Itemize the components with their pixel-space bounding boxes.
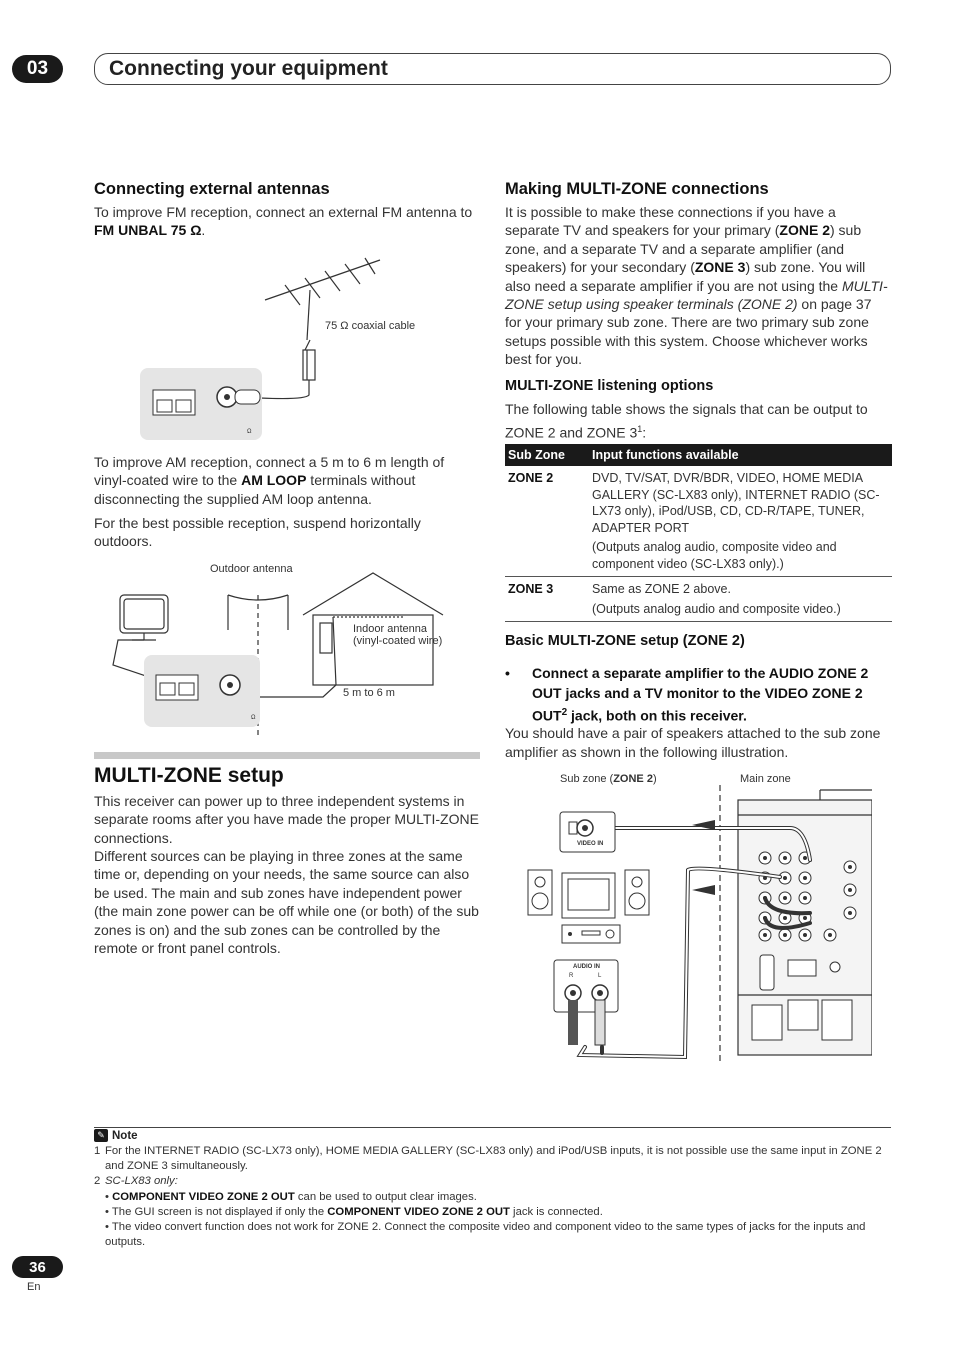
zone2-wiring-illustration bbox=[520, 785, 872, 1065]
chapter-title: Connecting your equipment bbox=[94, 53, 891, 85]
audio-in-label: AUDIO IN bbox=[573, 964, 600, 970]
outdoor-antenna-caption: Outdoor antenna bbox=[210, 563, 293, 575]
wire-length-caption: 5 m to 6 m bbox=[343, 687, 395, 699]
audio-l-label: L bbox=[598, 973, 602, 979]
note-2: 2 SC-LX83 only: bbox=[94, 1175, 178, 1188]
table-row bbox=[505, 466, 892, 577]
pencil-icon: ✎ bbox=[94, 1129, 108, 1142]
table-header-cell: Sub Zone bbox=[505, 444, 589, 466]
coax-caption: 75 Ω coaxial cable bbox=[325, 320, 416, 332]
fm-antenna-illustration bbox=[135, 250, 445, 445]
audio-r-label: R bbox=[569, 973, 574, 979]
page-number: 36 bbox=[12, 1256, 63, 1278]
basic-setup-description: You should have a pair of speakers attached to the sub zone amplifier as shown in the following illustration. bbox=[505, 725, 881, 760]
zone-cell: ZONE 2 bbox=[505, 466, 589, 577]
sub-zone-caption: Sub zone (ZONE 2) bbox=[560, 773, 657, 785]
main-zone-caption: Main zone bbox=[740, 773, 791, 785]
am-paragraph: To improve AM reception, connect a 5 m to 6 m length of vinyl-coated wire to the AM LOOP terminals without disconnecting the supplied AM loop antenna. bbox=[94, 454, 445, 507]
language-code: En bbox=[27, 1281, 41, 1293]
best-reception-paragraph: For the best possible reception, suspend horizontally outdoors. bbox=[94, 515, 421, 550]
connections-heading: Making MULTI-ZONE connections bbox=[505, 180, 769, 198]
fm-paragraph: To improve FM reception, connect an external FM antenna to FM UNBAL 75 Ω. bbox=[94, 204, 473, 239]
multizone-setup-para1: This receiver can power up to three independent systems in separate rooms after you have made the proper MULTI-ZONE connections. bbox=[94, 793, 479, 846]
table-row bbox=[505, 577, 892, 622]
multizone-setup-heading: MULTI-ZONE setup bbox=[94, 764, 284, 787]
basic-setup-heading: Basic MULTI-ZONE setup (ZONE 2) bbox=[505, 633, 745, 649]
section-divider bbox=[94, 752, 480, 759]
svg-text:Ω: Ω bbox=[247, 429, 252, 435]
antennas-heading: Connecting external antennas bbox=[94, 180, 330, 198]
notes-rule bbox=[94, 1127, 891, 1128]
svg-text:Ω: Ω bbox=[251, 715, 256, 721]
functions-cell: Same as ZONE 2 above. (Outputs analog audio and composite video.) bbox=[589, 577, 892, 622]
video-in-label: VIDEO IN bbox=[577, 841, 604, 847]
listening-intro: The following table shows the signals that can be output to ZONE 2 and ZONE $3^1$: bbox=[505, 401, 868, 441]
functions-cell: DVD, TV/SAT, DVR/BDR, VIDEO, HOME MEDIA GALLERY (SC-LX83 only), INTERNET RADIO (SC-LX73 only), iPod/USB, CD, CD-R/TAPE, TUNER, ADAPTER PORT (Outputs analog audio, composite video and component video (SC-LX83 only).) bbox=[589, 466, 892, 577]
chapter-number-badge: 03 bbox=[12, 55, 63, 83]
zone-cell: ZONE 3 bbox=[505, 577, 589, 622]
listening-heading: MULTI-ZONE listening options bbox=[505, 378, 714, 394]
multizone-setup-para2: Different sources can be playing in three zones at the same time or, depending on your needs, the same source can also be used. The main and sub zones have independent power (the main zone power can be off while one (or both) of the sub zones is on) and the sub zones can be controlled by the remote or front panel controls. bbox=[94, 848, 479, 957]
am-antenna-illustration bbox=[108, 565, 458, 735]
zone-signals-table bbox=[505, 444, 892, 622]
connections-paragraph: It is possible to make these connections if you have a separate TV and speakers for your primary (ZONE 2) sub zone, and a separate TV and a separate amplifier (and speakers) for your secondary (ZONE 3) sub zone. You will also need a separate amplifier if you are not using the MULTI-ZONE setup using speaker terminals (ZONE 2) on page 37 for your primary sub zone. There are two primary sub zone setups possible with this system. Choose whichever works best for you. bbox=[505, 204, 888, 368]
notes-section bbox=[94, 1129, 891, 1250]
note-2-bullet-2: • The GUI screen is not displayed if only the COMPONENT VIDEO ZONE 2 OUT jack is connected. bbox=[105, 1205, 603, 1218]
note-1: 1 For the INTERNET RADIO (SC-LX73 only), HOME MEDIA GALLERY (SC-LX83 only) and iPod/USB inputs, it is not possible use the same input in ZONE 2 and ZONE 3 simultaneously. bbox=[94, 1145, 882, 1173]
notes-title: Note bbox=[112, 1129, 138, 1142]
table-header-row bbox=[505, 444, 892, 466]
indoor-antenna-caption: Indoor antenna (vinyl-coated wire) bbox=[353, 623, 443, 647]
note-2-bullet-1: • COMPONENT VIDEO ZONE 2 OUT can be used to output clear images. bbox=[105, 1190, 477, 1203]
basic-setup-bullet: • Connect a separate amplifier to the AUDIO ZONE 2 OUT jacks and a TV monitor to the VIDEO ZONE 2 OUT$^2$ jack, both on this receiver. bbox=[505, 665, 869, 724]
table-header-cell: Input functions available bbox=[589, 444, 892, 466]
note-2-bullet-3: • The video convert function does not work for ZONE 2. Connect the composite video and component video to the same types of jacks for the inputs and outputs. bbox=[105, 1221, 866, 1249]
